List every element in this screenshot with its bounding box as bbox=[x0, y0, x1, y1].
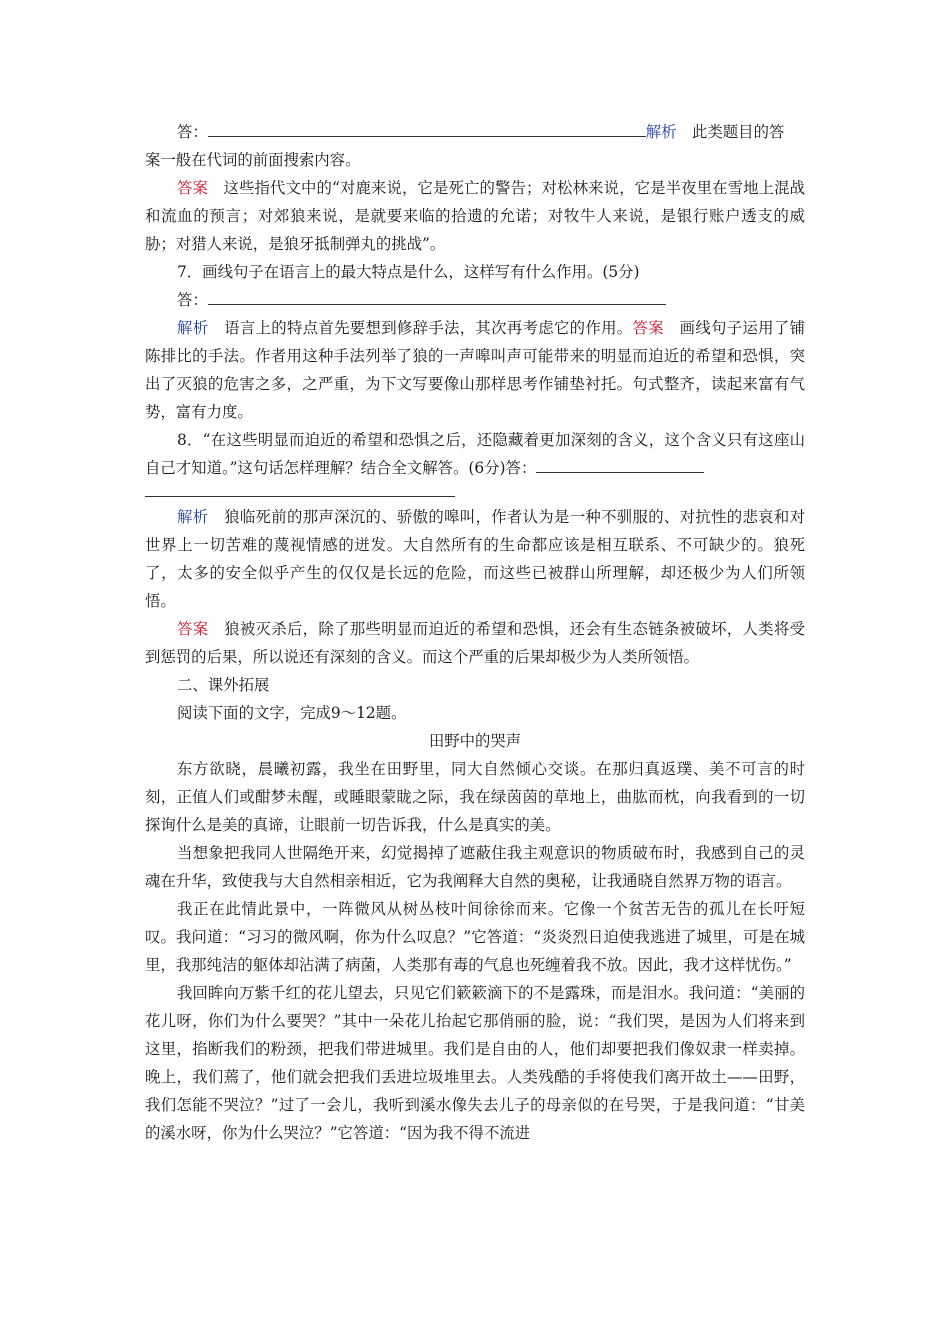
analysis-label: 解析 bbox=[645, 123, 677, 141]
q6-answer bbox=[145, 174, 805, 258]
q6-answer-line bbox=[145, 118, 805, 146]
answer-label: 答案 bbox=[177, 179, 209, 197]
analysis-label: 解析 bbox=[177, 508, 209, 526]
answer-blank[interactable] bbox=[536, 454, 704, 473]
answer-text: 狼被灭杀后，除了那些明显而迫近的希望和恐惧，还会有生态链条被破坏，人类将受到惩罚的后果，所以说还有深刻的含义。而这个严重的后果却极少为人类所领悟。 bbox=[145, 620, 805, 666]
article-title: 田野中的哭声 bbox=[428, 732, 522, 750]
answer-text: 这些指代文中的“对鹿来说，它是死亡的警告；对松林来说，它是半夜里在雪地上混战和流血的预言；对郊狼来说，是就要来临的拾遗的允诺；对牧牛人来说，是银行账户透支的威胁；对猎人来说，是狼牙抵制弹丸的挑战”。 bbox=[145, 179, 805, 253]
article-paragraph: 我回眸向万紫千红的花儿望去，只见它们簌簌滴下的不是露珠，而是泪水。我问道：“美丽的花儿呀，你们为什么要哭？”其中一朵花儿抬起它那俏丽的脸，说：“我们哭，是因为人们将来到这里，掐断我们的粉颈，把我们带进城里。我们是自由的人，他们却要把我们像奴隶一样卖掉。晚上，我们蔫了，他们就会把我们丢进垃圾堆里去。人类残酷的手将使我们离开故土——田野，我们怎能不哭泣？”过了一会儿，我听到溪水像失去儿子的母亲似的在号哭，于是我问道：“甘美的溪水呀，你为什么哭泣？”它答道：“因为我不得不流进 bbox=[145, 984, 805, 1142]
answer-text: 画线句子运用了铺陈排比的手法。作者用这种手法列举了狼的一声嗥叫声可能带来的明显而迫近的希望和恐惧，突出了灭狼的危害之多，之严重，为下文写要像山那样思考作铺垫衬托。句式整齐，读起来富有气势，富有力度。 bbox=[145, 319, 805, 421]
q6-analysis-cont: 案一般在代词的前面搜索内容。 bbox=[145, 151, 361, 169]
answer-blank[interactable] bbox=[208, 286, 666, 305]
answer-label: 答案 bbox=[632, 319, 664, 337]
answer-label: 答案 bbox=[177, 620, 209, 638]
q7-analysis bbox=[145, 314, 805, 426]
q7-question: 7．画线句子在语言上的最大特点是什么，这样写有什么作用。(5分) bbox=[177, 263, 640, 281]
article-paragraph: 东方欲晓，晨曦初露，我坐在田野里，同大自然倾心交谈。在那归真返璞、美不可言的时刻，正值人们或酣梦未醒，或睡眼蒙眬之际，我在绿茵茵的草地上，曲肱而枕，向我看到的一切探询什么是美的真谛，让眼前一切告诉我，什么是真实的美。 bbox=[145, 760, 805, 834]
section-heading: 二、课外拓展 bbox=[177, 676, 270, 694]
document-page bbox=[145, 118, 805, 1147]
analysis-text: 此类题目的答 bbox=[692, 123, 785, 141]
q7-answer-line bbox=[145, 286, 805, 314]
answer-prefix: 答： bbox=[177, 123, 208, 141]
answer-prefix: 答： bbox=[177, 291, 208, 309]
analysis-text: 狼临死前的那声深沉的、骄傲的嗥叫，作者认为是一种不驯服的、对抗性的悲哀和对世界上一切苦难的蔑视情感的迸发。大自然所有的生命都应该是相互联系、不可缺少的。狼死了，太多的安全似乎产生的仅仅是长远的危险，而这些已被群山所理解，却还极少为人们所领悟。 bbox=[145, 508, 805, 610]
q8-question bbox=[145, 426, 805, 482]
analysis-text: 语言上的特点首先要想到修辞手法，其次再考虑它的作用。 bbox=[224, 319, 633, 337]
question-text: 8．“在这些明显而迫近的希望和恐惧之后，还隐藏着更加深刻的含义，这个含义只有这座山自己才知道。”这句话怎样理解？结合全文解答。(6分)答： bbox=[145, 431, 805, 477]
answer-blank-continued[interactable] bbox=[145, 482, 455, 497]
answer-blank[interactable] bbox=[208, 118, 646, 137]
article-paragraph: 我正在此情此景中，一阵微风从树丛枝叶间徐徐而来。它像一个贫苦无告的孤儿在长吁短叹。我问道：“习习的微风啊，你为什么叹息？”它答道：“炎炎烈日迫使我逃进了城里，可是在城里，我那纯洁的躯体却沾满了病菌，人类那有毒的气息也死缠着我不放。因此，我才这样忧伤。” bbox=[145, 900, 805, 974]
q8-answer bbox=[145, 615, 805, 671]
q8-analysis bbox=[145, 503, 805, 615]
analysis-label: 解析 bbox=[177, 319, 209, 337]
article-paragraph: 当想象把我同人世隔绝开来，幻觉揭掉了遮蔽住我主观意识的物质破布时，我感到自己的灵魂在升华，致使我与大自然相亲相近，它为我阐释大自然的奥秘，让我通晓自然界万物的语言。 bbox=[145, 844, 805, 890]
section-instruction: 阅读下面的文字，完成9～12题。 bbox=[177, 704, 407, 722]
